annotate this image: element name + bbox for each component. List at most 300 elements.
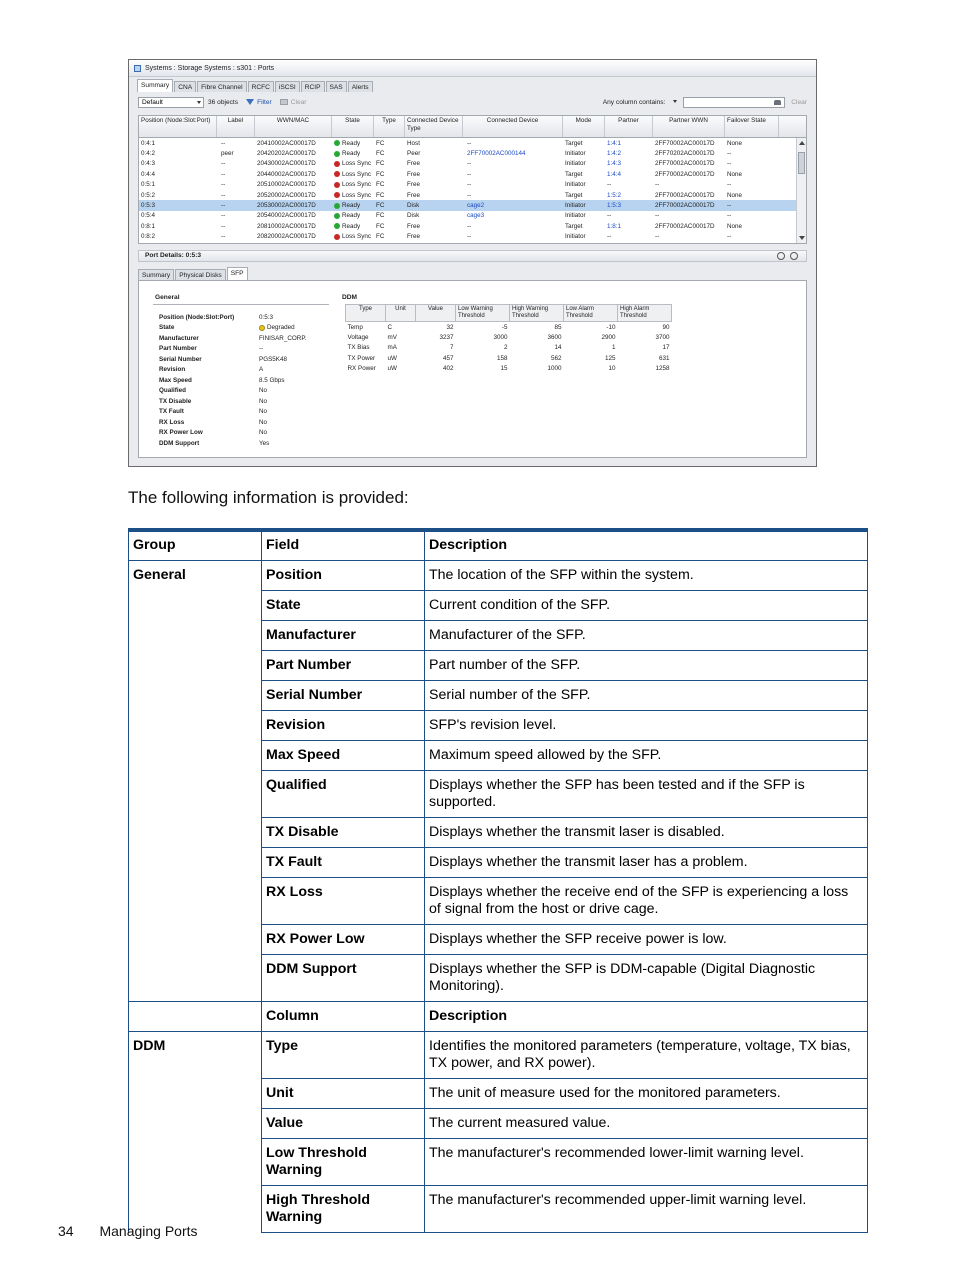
cell-text: 0:5:1 [141, 181, 156, 189]
cell-mode [563, 223, 605, 230]
scroll-down-icon[interactable] [799, 236, 805, 240]
table-row [129, 1079, 868, 1109]
column-header[interactable]: Mode [563, 116, 605, 137]
cell-state [332, 160, 374, 167]
cell-mode [563, 171, 605, 178]
cell-mode [563, 212, 605, 219]
column-header[interactable]: Type [374, 116, 405, 137]
description-cell: Displays whether the SFP has been tested and if the SFP is supported. [425, 771, 868, 818]
cell-text: Host [407, 139, 420, 147]
ddm-cell: C [387, 323, 393, 331]
cell-text: -- [221, 191, 226, 199]
cell-text: 1:4:4 [607, 170, 622, 178]
ddm-cell: -5 [501, 323, 508, 331]
list-item [159, 333, 306, 344]
table-row [129, 1032, 868, 1079]
cell-text: 20410002AC00017D [257, 139, 316, 147]
column-header[interactable]: Partner WWN [653, 116, 725, 137]
cell-state [332, 202, 374, 209]
collapse-icon[interactable] [777, 252, 785, 260]
general-value-text: No [259, 397, 268, 405]
list-item [159, 354, 306, 365]
cell-text: 2FF70002AC00017D [655, 222, 715, 230]
tab-rcfc[interactable]: RCFC [248, 81, 274, 92]
general-value-text: -- [259, 345, 264, 353]
ddm-cell: 3700 [655, 333, 670, 341]
subheader-empty [129, 1002, 262, 1032]
group-cell [129, 925, 262, 955]
cell-text: cage2 [467, 202, 485, 210]
detail-tab-sfp[interactable]: SFP [227, 267, 248, 280]
column-header[interactable]: Connected Device [463, 116, 563, 137]
table-row[interactable] [139, 200, 796, 210]
general-value-text: Yes [259, 439, 270, 447]
cell-text: FC [376, 170, 385, 178]
cell-state [332, 223, 374, 230]
ddm-cell: 3600 [547, 333, 562, 341]
cell-state [332, 150, 374, 157]
cell-failover [725, 181, 779, 188]
ddm-heading: DDM [342, 294, 358, 301]
tab-rcip[interactable]: RCIP [301, 81, 325, 92]
cell-mode [563, 192, 605, 199]
list-item [159, 312, 306, 323]
cell-cd[interactable] [463, 150, 563, 157]
cell-text: FC [376, 181, 385, 189]
cell-label [217, 192, 255, 199]
cell-text: FC [376, 160, 385, 168]
cell-partner[interactable] [605, 140, 653, 147]
filter-select[interactable] [138, 97, 204, 108]
cell-partner[interactable] [605, 202, 653, 209]
cell-text: -- [467, 160, 472, 168]
cell-text: -- [607, 212, 612, 220]
column-header[interactable]: Label [217, 116, 255, 137]
cell-mode [563, 150, 605, 157]
table-row[interactable] [139, 190, 796, 200]
table-row [346, 332, 672, 343]
tab-fibre-channel[interactable]: Fibre Channel [197, 81, 246, 92]
cell-mode [563, 202, 605, 209]
general-value [259, 387, 267, 394]
warning-icon [259, 325, 265, 331]
cell-wwn [255, 160, 332, 167]
cell-text: 0:5:4 [141, 212, 156, 220]
cell-text: 20530002AC00017D [257, 202, 316, 210]
table-row[interactable] [139, 138, 796, 148]
ddm-cell: 1000 [547, 365, 562, 373]
cell-position [139, 140, 217, 147]
ddm-cell: Temp [347, 323, 363, 331]
field-cell: Revision [262, 711, 425, 741]
ddm-column-header[interactable]: Type [346, 305, 386, 322]
cell-text: 1:5:3 [607, 202, 622, 210]
table-row [129, 818, 868, 848]
cell-text: 20820002AC00017D [257, 233, 316, 241]
ddm-column-header[interactable]: Unit [386, 305, 416, 322]
cell-text: FC [376, 233, 385, 241]
general-key: Manufacturer [159, 334, 199, 342]
general-key: State [159, 324, 175, 332]
cell-wwn [255, 212, 332, 219]
cell-label [217, 202, 255, 209]
cell-wwn [255, 233, 332, 240]
general-heading: General [155, 294, 180, 301]
table-row[interactable] [139, 221, 796, 231]
cell-text: -- [727, 150, 732, 158]
list-item [159, 323, 306, 334]
group-cell [129, 1139, 262, 1186]
cell-failover [725, 140, 779, 147]
description-cell: SFP's revision level. [425, 711, 868, 741]
table-row[interactable] [139, 211, 796, 221]
cell-cdt [405, 181, 463, 188]
cell-text: Free [407, 170, 420, 178]
general-value [259, 324, 295, 331]
cell-text: -- [655, 233, 660, 241]
ports-table-body [139, 138, 796, 242]
cell-cd[interactable] [463, 202, 563, 209]
cell-partner[interactable] [605, 160, 653, 167]
cell-partner [605, 181, 653, 188]
state-text: Loss Sync [342, 170, 372, 178]
table-row [129, 1139, 868, 1186]
scroll-up-icon[interactable] [799, 141, 805, 145]
table-row [129, 1186, 868, 1233]
filter-select-value: Default [142, 98, 163, 106]
cell-cdt [405, 233, 463, 240]
general-key: RX Power Low [159, 429, 203, 437]
cell-text: Free [407, 222, 420, 230]
ddm-cell: 2 [503, 344, 508, 352]
ddm-cell: uW [387, 354, 397, 362]
tab-cna[interactable]: CNA [174, 81, 196, 92]
status-ok-icon [334, 140, 340, 146]
general-key: Max Speed [159, 376, 192, 384]
cell-state [332, 192, 374, 199]
object-count: 36 objects [208, 98, 239, 106]
cell-text: -- [727, 212, 732, 220]
cell-text: Free [407, 191, 420, 199]
ddm-table [345, 304, 672, 374]
cell-text: -- [221, 202, 226, 210]
cell-mode [563, 140, 605, 147]
cell-wwn [255, 202, 332, 209]
cell-text: 2FF70002AC000144 [467, 150, 526, 158]
ports-table-header [139, 116, 806, 138]
cell-text: Initiator [565, 160, 586, 168]
general-value-text: No [259, 408, 268, 416]
tab-alerts[interactable]: Alerts [348, 81, 373, 92]
field-description-body [129, 561, 868, 1233]
ddm-cell: 17 [662, 344, 670, 352]
general-value [259, 356, 287, 363]
group-cell [129, 681, 262, 711]
group-cell [129, 771, 262, 818]
detail-tab-summary[interactable]: Summary [138, 269, 174, 280]
table-row[interactable] [139, 159, 796, 169]
cell-text: 0:8:2 [141, 233, 156, 241]
state-text: Ready [342, 212, 361, 220]
settings-icon[interactable] [790, 252, 798, 260]
cell-failover [725, 212, 779, 219]
status-error-icon [334, 161, 340, 167]
cell-type [374, 202, 405, 209]
scroll-thumb[interactable] [798, 152, 805, 174]
sfp-panel [138, 280, 807, 458]
group-cell [129, 848, 262, 878]
column-header[interactable]: Failover State [725, 116, 779, 137]
table-row[interactable] [139, 180, 796, 190]
group-cell [129, 651, 262, 681]
cell-position [139, 223, 217, 230]
general-key: Revision [159, 366, 186, 374]
general-value [259, 429, 267, 436]
field-cell: State [262, 591, 425, 621]
cell-state [332, 233, 374, 240]
search-clear-button[interactable]: Clear [791, 98, 807, 106]
cell-type [374, 140, 405, 147]
ddm-column-header[interactable]: Value [416, 305, 456, 322]
tab-iscsi[interactable]: iSCSI [275, 81, 300, 92]
table-row [129, 651, 868, 681]
header-description: Description [425, 530, 868, 561]
chevron-down-icon [197, 101, 201, 104]
cell-partner [605, 233, 653, 240]
port-details-title: Port Details: 0:5:3 [145, 252, 202, 259]
general-value-text: No [259, 387, 268, 395]
systems-icon [134, 65, 141, 72]
cell-text: 0:4:4 [141, 170, 156, 178]
ddm-cell: 1 [611, 344, 616, 352]
cell-cd[interactable] [463, 212, 563, 219]
status-ok-icon [334, 151, 340, 157]
cell-cd [463, 160, 563, 167]
general-value [259, 335, 306, 342]
cell-pwwn [653, 192, 725, 199]
list-item [159, 396, 306, 407]
cell-pwwn [653, 202, 725, 209]
header-group: Group [129, 530, 262, 561]
general-value-text: 0:5:3 [259, 313, 274, 321]
general-key: RX Loss [159, 418, 185, 426]
cell-text: Free [407, 181, 420, 189]
cell-failover [725, 233, 779, 240]
column-header[interactable]: State [332, 116, 374, 137]
search-input[interactable] [683, 97, 785, 108]
general-key: TX Fault [159, 408, 184, 416]
table-row [346, 364, 672, 375]
general-key: TX Disable [159, 397, 192, 405]
cell-text: 0:5:2 [141, 191, 156, 199]
cell-text: Target [565, 191, 583, 199]
cell-text: -- [221, 212, 226, 220]
description-cell: Part number of the SFP. [425, 651, 868, 681]
detail-tab-physical-disks[interactable]: Physical Disks [175, 269, 226, 280]
cell-text: None [727, 139, 743, 147]
cell-text: -- [467, 181, 472, 189]
description-cell: Displays whether the SFP receive power is low. [425, 925, 868, 955]
cell-state [332, 171, 374, 178]
cell-text: Disk [407, 212, 420, 220]
cell-label [217, 160, 255, 167]
state-text: Loss Sync [342, 191, 372, 199]
group-cell [129, 955, 262, 1002]
cell-text: 2FF70002AC00017D [655, 191, 715, 199]
cell-partner [605, 212, 653, 219]
column-header[interactable]: Partner [605, 116, 653, 137]
state-text: Loss Sync [342, 181, 372, 189]
tab-summary[interactable]: Summary [137, 79, 173, 92]
cell-type [374, 160, 405, 167]
table-row [129, 848, 868, 878]
ddm-column-header[interactable]: High Alarm Threshold [618, 305, 672, 322]
cell-text: -- [467, 139, 472, 147]
cell-text: Target [565, 170, 583, 178]
cell-position [139, 202, 217, 209]
general-key: DDM Support [159, 439, 200, 447]
ddm-cell: -10 [606, 323, 616, 331]
status-error-icon [334, 182, 340, 188]
cell-pwwn [653, 181, 725, 188]
search-scope-label: Any column contains: [602, 98, 666, 106]
port-details-bar [138, 250, 807, 262]
ddm-cell: 2900 [601, 333, 616, 341]
cell-text: -- [467, 191, 472, 199]
cell-text: 1:4:1 [607, 139, 622, 147]
cell-state [332, 181, 374, 188]
field-cell: Manufacturer [262, 621, 425, 651]
ddm-column-header[interactable]: Low Warning Threshold [456, 305, 510, 322]
general-value [259, 398, 267, 405]
page-number: 34 [58, 1223, 74, 1239]
cell-text: FC [376, 212, 385, 220]
cell-label [217, 212, 255, 219]
section-title: Managing Ports [99, 1223, 198, 1239]
column-header[interactable]: Connected Device Type [405, 116, 463, 137]
cell-failover [725, 171, 779, 178]
table-row [129, 561, 868, 591]
cell-partner[interactable] [605, 192, 653, 199]
list-item [159, 386, 306, 397]
cell-text: 2FF70002AC00017D [655, 160, 715, 168]
table-row[interactable] [139, 232, 796, 242]
cell-text: 0:4:2 [141, 150, 156, 158]
cell-text: peer [221, 150, 234, 158]
ddm-cell: RX Power [347, 365, 376, 373]
cell-text: 2FF70002AC00017D [655, 202, 715, 210]
field-cell: DDM Support [262, 955, 425, 1002]
general-value-text: No [259, 429, 268, 437]
table-row [346, 343, 672, 354]
field-cell: Type [262, 1032, 425, 1079]
group-cell [129, 591, 262, 621]
cell-text: 20430002AC00017D [257, 160, 316, 168]
intro-text: The following information is provided: [128, 488, 409, 507]
cell-partner[interactable] [605, 150, 653, 157]
cell-position [139, 160, 217, 167]
ddm-cell: TX Bias [347, 344, 370, 352]
cell-label [217, 233, 255, 240]
general-key: Qualified [159, 387, 186, 395]
field-cell: Low Threshold Warning [262, 1139, 425, 1186]
group-cell [129, 741, 262, 771]
clear-filter-button[interactable] [280, 99, 307, 106]
column-header[interactable]: Position (Node:Slot:Port) [139, 116, 217, 137]
cell-text: -- [727, 181, 732, 189]
ddm-column-header[interactable]: Low Alarm Threshold [564, 305, 618, 322]
cell-text: 20520002AC00017D [257, 191, 316, 199]
cell-cd [463, 223, 563, 230]
cell-text: FC [376, 139, 385, 147]
table-row[interactable] [139, 169, 796, 179]
cell-text: Target [565, 139, 583, 147]
cell-text: -- [655, 212, 660, 220]
table-row [129, 741, 868, 771]
cell-text: -- [221, 160, 226, 168]
cell-wwn [255, 223, 332, 230]
cell-text: 1:8:1 [607, 222, 622, 230]
cell-text: -- [221, 233, 226, 241]
subheader-column: Column [262, 1002, 425, 1032]
cell-pwwn [653, 140, 725, 147]
general-value-text: 8.5 Gbps [259, 376, 285, 384]
cell-partner[interactable] [605, 171, 653, 178]
ddm-cell: mV [387, 333, 397, 341]
filter-button[interactable] [246, 99, 272, 106]
cell-text: -- [727, 202, 732, 210]
cell-position [139, 233, 217, 240]
cell-text: -- [607, 233, 612, 241]
cell-position [139, 150, 217, 157]
general-list [159, 312, 306, 449]
group-cell: DDM [129, 1032, 262, 1079]
search-clear-icon[interactable] [774, 100, 781, 105]
ports-table-scrollbar[interactable] [796, 138, 806, 243]
cell-mode [563, 233, 605, 240]
search-scope-select[interactable] [603, 99, 678, 106]
table-row [129, 955, 868, 1002]
cell-text: Peer [407, 150, 421, 158]
description-cell: Displays whether the transmit laser has a problem. [425, 848, 868, 878]
list-item [159, 417, 306, 428]
list-item [159, 407, 306, 418]
cell-text: 1:4:2 [607, 150, 622, 158]
cell-text: -- [727, 233, 732, 241]
table-subheader-row [129, 1002, 868, 1032]
column-header[interactable]: WWN/MAC [255, 116, 332, 137]
cell-cdt [405, 160, 463, 167]
table-row[interactable] [139, 148, 796, 158]
cell-failover [725, 202, 779, 209]
cell-text: -- [655, 181, 660, 189]
cell-pwwn [653, 212, 725, 219]
field-cell: High Threshold Warning [262, 1186, 425, 1233]
field-cell: Part Number [262, 651, 425, 681]
cell-text: FC [376, 202, 385, 210]
table-row [346, 322, 672, 333]
ports-window [128, 59, 817, 467]
cell-cd [463, 192, 563, 199]
cell-failover [725, 192, 779, 199]
window-titlebar [129, 60, 816, 77]
ddm-column-header[interactable]: High Warning Threshold [510, 305, 564, 322]
cell-partner[interactable] [605, 223, 653, 230]
detail-tabs [138, 267, 249, 280]
tab-sas[interactable]: SAS [326, 81, 347, 92]
cell-wwn [255, 171, 332, 178]
list-item [159, 365, 306, 376]
